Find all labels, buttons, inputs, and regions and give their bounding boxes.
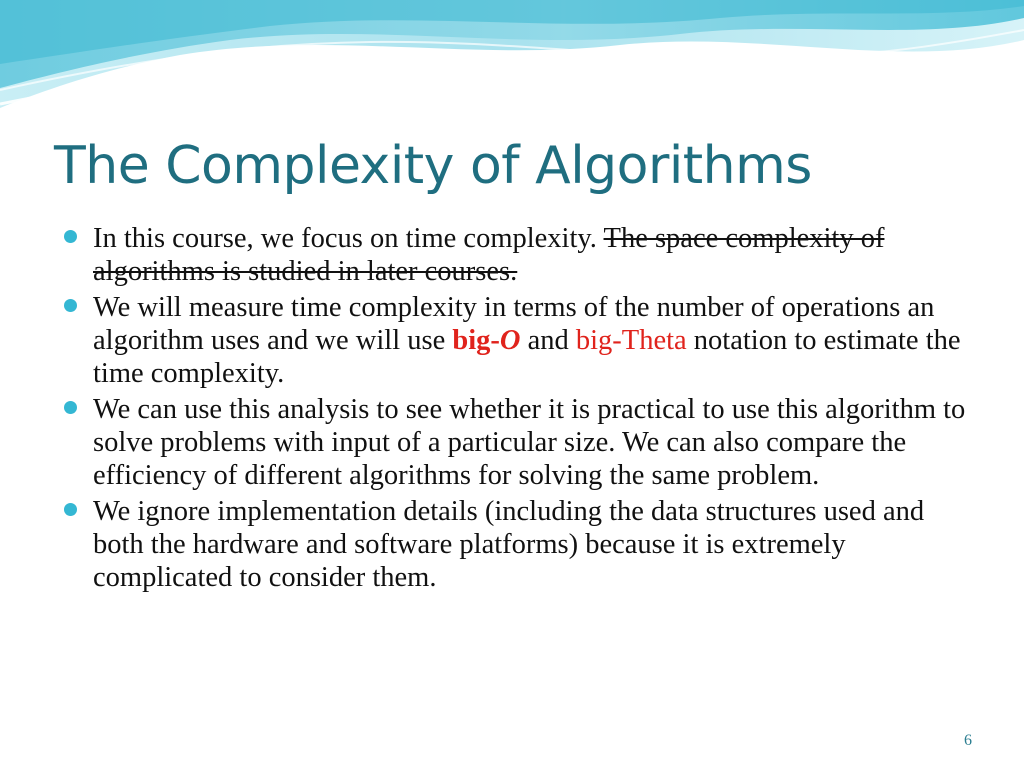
bullet-item-2 bbox=[93, 291, 973, 390]
slide-title: The Complexity of Algorithms bbox=[54, 136, 812, 196]
big-theta-term: big-Theta bbox=[575, 325, 687, 356]
big-o-prefix: big- bbox=[452, 325, 500, 356]
big-o-term bbox=[452, 325, 520, 356]
bullet-dot-icon bbox=[64, 401, 77, 414]
decorative-wave-header bbox=[0, 0, 1024, 140]
bullet-2-text-after: notation to estimate the time complexity. bbox=[93, 325, 961, 389]
page-number: 6 bbox=[964, 732, 972, 749]
bullet-3-text: We can use this analysis to see whether it is practical to use this algorithm to solve problems with input of a particular size. We can also compare the efficiency of different algorithms for solving the same problem. bbox=[93, 394, 966, 491]
bullet-2-text-before: We will measure time complexity in terms of the number of operations an algorithm uses and we will use bbox=[93, 292, 935, 356]
big-o-letter: O bbox=[499, 325, 521, 356]
bullet-1-text: In this course, we focus on time complexity. bbox=[93, 223, 604, 254]
bullet-item-4 bbox=[93, 495, 973, 594]
bullet-dot-icon bbox=[64, 503, 77, 516]
bullet-dot-icon bbox=[64, 230, 77, 243]
bullet-list bbox=[93, 222, 973, 597]
bullet-item-1 bbox=[93, 222, 973, 288]
bullet-dot-icon bbox=[64, 299, 77, 312]
bullet-1-struck-text: The space complexity of algorithms is studied in later courses. bbox=[93, 223, 885, 287]
bullet-item-3 bbox=[93, 393, 973, 492]
bullet-4-text: We ignore implementation details (including the data structures used and both the hardware and software platforms) because it is extremely complicated to consider them. bbox=[93, 496, 925, 593]
bullet-2-text-between: and bbox=[520, 325, 576, 356]
